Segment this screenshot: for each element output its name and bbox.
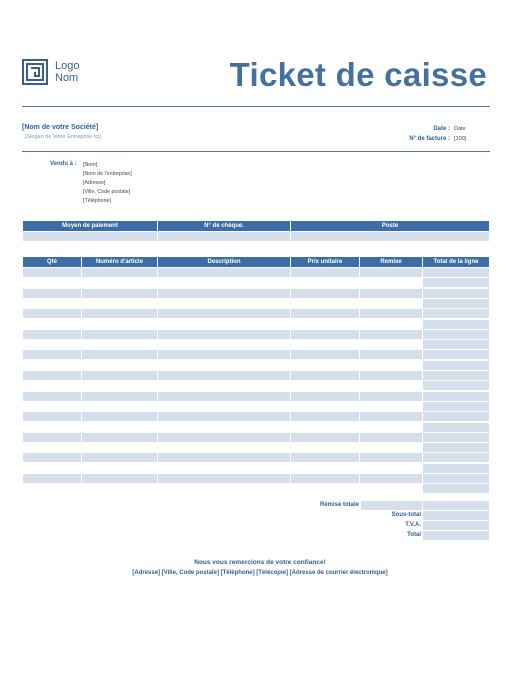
table-cell[interactable] [423, 320, 489, 329]
table-cell[interactable] [291, 340, 359, 349]
sold-to-phone: [Téléphone] [83, 198, 111, 204]
table-cell[interactable] [291, 433, 359, 442]
table-cell[interactable] [360, 443, 422, 452]
table-cell[interactable] [291, 268, 359, 277]
sold-to-label: Vendu à : [50, 161, 77, 167]
table-cell[interactable] [158, 402, 290, 411]
date-label: Date : [433, 126, 450, 132]
table-cell[interactable] [291, 361, 359, 370]
table-cell[interactable] [23, 453, 81, 462]
table-cell[interactable] [360, 289, 422, 298]
table-cell[interactable] [158, 464, 290, 473]
logo [22, 59, 79, 85]
sold-to-company: [Nom de l'entreprise] [83, 171, 132, 177]
table-cell[interactable] [82, 402, 157, 411]
table-cell[interactable] [82, 330, 157, 339]
register-header: Poste [291, 221, 489, 231]
sold-to-block [83, 161, 132, 206]
table-cell[interactable] [82, 350, 157, 359]
table-cell[interactable] [158, 433, 290, 442]
table-cell[interactable] [158, 330, 290, 339]
discount-header: Remise [360, 257, 422, 267]
table-cell[interactable] [423, 361, 489, 370]
table-cell[interactable] [158, 412, 290, 421]
table-cell[interactable] [23, 350, 81, 359]
table-cell[interactable] [82, 453, 157, 462]
table-cell[interactable] [291, 412, 359, 421]
table-cell[interactable] [82, 320, 157, 329]
table-cell[interactable] [158, 289, 290, 298]
table-cell[interactable] [360, 340, 422, 349]
payment-method-header: Moyen de paiement [23, 221, 157, 231]
table-cell[interactable] [360, 464, 422, 473]
subtotal-cell[interactable] [423, 511, 489, 520]
table-cell[interactable] [423, 423, 489, 432]
table-cell[interactable] [158, 340, 290, 349]
table-cell[interactable] [23, 402, 81, 411]
table-cell[interactable] [423, 309, 489, 318]
table-cell[interactable] [23, 412, 81, 421]
table-cell[interactable] [423, 392, 489, 401]
company-slogan: [Slogan de Votre Entreprise Ici] [25, 134, 101, 140]
date-row [409, 124, 468, 134]
table-cell[interactable] [360, 392, 422, 401]
line-total-header: Total de la ligne [423, 257, 489, 267]
table-cell[interactable] [82, 289, 157, 298]
table-cell[interactable] [360, 423, 422, 432]
table-cell[interactable] [82, 309, 157, 318]
table-cell[interactable] [158, 299, 290, 308]
thank-you-message: Nous vous remercions de votre confiance! [194, 559, 326, 566]
table-cell[interactable] [291, 289, 359, 298]
table-cell[interactable] [158, 350, 290, 359]
table-cell[interactable] [23, 330, 81, 339]
table-cell[interactable] [23, 381, 81, 390]
table-cell[interactable] [82, 484, 157, 493]
total-discount-cell[interactable] [361, 501, 422, 510]
table-cell[interactable] [291, 443, 359, 452]
table-cell[interactable] [291, 453, 359, 462]
table-cell[interactable] [360, 453, 422, 462]
table-cell[interactable] [23, 474, 81, 483]
table-cell[interactable] [423, 381, 489, 390]
table-cell[interactable] [82, 340, 157, 349]
table-cell[interactable] [23, 289, 81, 298]
table-cell[interactable] [158, 320, 290, 329]
table-cell[interactable] [360, 268, 422, 277]
table-cell[interactable] [360, 320, 422, 329]
table-cell[interactable] [158, 371, 290, 380]
vat-label: T.V.A. [405, 522, 421, 528]
table-cell[interactable] [360, 278, 422, 287]
table-cell[interactable] [360, 433, 422, 442]
table-cell[interactable] [82, 299, 157, 308]
table-cell[interactable] [82, 474, 157, 483]
sold-to-address: [Adresse] [83, 180, 106, 186]
table-cell[interactable] [23, 433, 81, 442]
table-cell[interactable] [291, 402, 359, 411]
table-cell[interactable] [82, 381, 157, 390]
table-cell[interactable] [423, 330, 489, 339]
table-cell[interactable] [360, 474, 422, 483]
table-cell[interactable] [158, 453, 290, 462]
table-cell[interactable] [423, 299, 489, 308]
table-cell[interactable] [360, 484, 422, 493]
total-label: Total [407, 532, 421, 538]
invoice-number-label: N° de facture : [409, 136, 450, 142]
table-cell[interactable] [423, 402, 489, 411]
payment-method-cell[interactable] [23, 232, 157, 241]
table-cell[interactable] [82, 278, 157, 287]
sold-to-city: [Ville, Code postale] [83, 189, 131, 195]
table-cell[interactable] [158, 309, 290, 318]
sold-to-name: [Nom] [83, 162, 98, 168]
table-cell[interactable] [23, 371, 81, 380]
total-cell[interactable] [423, 531, 489, 540]
total-discount-label: Remise totale [319, 502, 359, 508]
table-cell[interactable] [23, 464, 81, 473]
table-cell[interactable] [291, 392, 359, 401]
logo-line-2: Nom [55, 72, 79, 84]
table-cell[interactable] [291, 381, 359, 390]
item-number-header: Numéro d'article [82, 257, 157, 267]
table-cell[interactable] [158, 474, 290, 483]
table-cell[interactable] [423, 350, 489, 359]
vat-cell[interactable] [423, 521, 489, 530]
table-cell[interactable] [423, 453, 489, 462]
table-cell[interactable] [82, 464, 157, 473]
invoice-number-value: [100] [454, 136, 467, 142]
check-number-header: N° de chèque. [158, 221, 290, 231]
table-cell[interactable] [423, 433, 489, 442]
table-cell[interactable] [291, 484, 359, 493]
description-header: Description [158, 257, 290, 267]
table-cell[interactable] [23, 320, 81, 329]
table-cell[interactable] [158, 381, 290, 390]
table-cell[interactable] [360, 361, 422, 370]
subtotal-label: Sous-total [391, 512, 421, 518]
table-cell[interactable] [291, 309, 359, 318]
table-cell[interactable] [23, 484, 81, 493]
table-cell[interactable] [23, 443, 81, 452]
table-cell[interactable] [82, 412, 157, 421]
table-cell[interactable] [423, 464, 489, 473]
table-cell[interactable] [23, 423, 81, 432]
table-cell[interactable] [291, 320, 359, 329]
date-value: Date [454, 126, 466, 132]
table-cell[interactable] [423, 268, 489, 277]
footer-contact: [Adresse] [Ville, Code postale] [Téléphone] [Télécopie] [Adresse de courrier électronique] [132, 570, 388, 576]
table-cell[interactable] [291, 299, 359, 308]
table-cell[interactable] [291, 423, 359, 432]
table-cell[interactable] [423, 412, 489, 421]
table-cell[interactable] [423, 371, 489, 380]
invoice-number-row [409, 134, 468, 144]
check-number-cell[interactable] [158, 232, 290, 241]
table-cell[interactable] [423, 278, 489, 287]
unit-price-header: Prix unitaire [291, 257, 359, 267]
table-cell[interactable] [360, 309, 422, 318]
table-cell[interactable] [360, 402, 422, 411]
table-cell[interactable] [82, 371, 157, 380]
table-cell[interactable] [158, 278, 290, 287]
table-cell[interactable] [158, 392, 290, 401]
invoice-meta [409, 124, 468, 144]
table-cell[interactable] [423, 474, 489, 483]
table-cell[interactable] [291, 474, 359, 483]
table-cell[interactable] [423, 340, 489, 349]
table-cell[interactable] [360, 299, 422, 308]
table-cell[interactable] [158, 423, 290, 432]
table-cell[interactable] [23, 299, 81, 308]
page-title: Ticket de caisse [229, 56, 487, 93]
table-cell[interactable] [158, 484, 290, 493]
table-cell[interactable] [423, 443, 489, 452]
logo-maze-icon [22, 59, 48, 85]
total-discount-blank-cell [423, 501, 489, 510]
table-cell[interactable] [158, 268, 290, 277]
table-cell[interactable] [82, 423, 157, 432]
table-cell[interactable] [291, 278, 359, 287]
table-cell[interactable] [158, 443, 290, 452]
table-cell[interactable] [23, 340, 81, 349]
table-cell[interactable] [23, 392, 81, 401]
logo-text [55, 60, 79, 84]
table-cell[interactable] [158, 361, 290, 370]
table-cell[interactable] [423, 289, 489, 298]
company-name: [Nom de votre Société] [22, 124, 99, 131]
table-cell[interactable] [291, 371, 359, 380]
table-cell[interactable] [291, 330, 359, 339]
register-cell[interactable] [291, 232, 489, 241]
table-cell[interactable] [23, 361, 81, 370]
table-cell[interactable] [23, 309, 81, 318]
table-cell[interactable] [82, 433, 157, 442]
table-cell[interactable] [82, 443, 157, 452]
divider [22, 106, 490, 107]
table-cell[interactable] [23, 278, 81, 287]
table-cell[interactable] [360, 412, 422, 421]
table-cell[interactable] [360, 371, 422, 380]
table-cell[interactable] [360, 350, 422, 359]
logo-line-1: Logo [55, 60, 80, 72]
table-cell[interactable] [360, 330, 422, 339]
table-cell[interactable] [291, 350, 359, 359]
table-cell[interactable] [82, 361, 157, 370]
table-cell[interactable] [291, 464, 359, 473]
table-cell[interactable] [423, 484, 489, 493]
table-cell[interactable] [82, 392, 157, 401]
table-cell[interactable] [23, 268, 81, 277]
table-cell[interactable] [360, 381, 422, 390]
table-cell[interactable] [82, 268, 157, 277]
divider [22, 151, 490, 152]
qty-header: Qté [23, 257, 81, 267]
